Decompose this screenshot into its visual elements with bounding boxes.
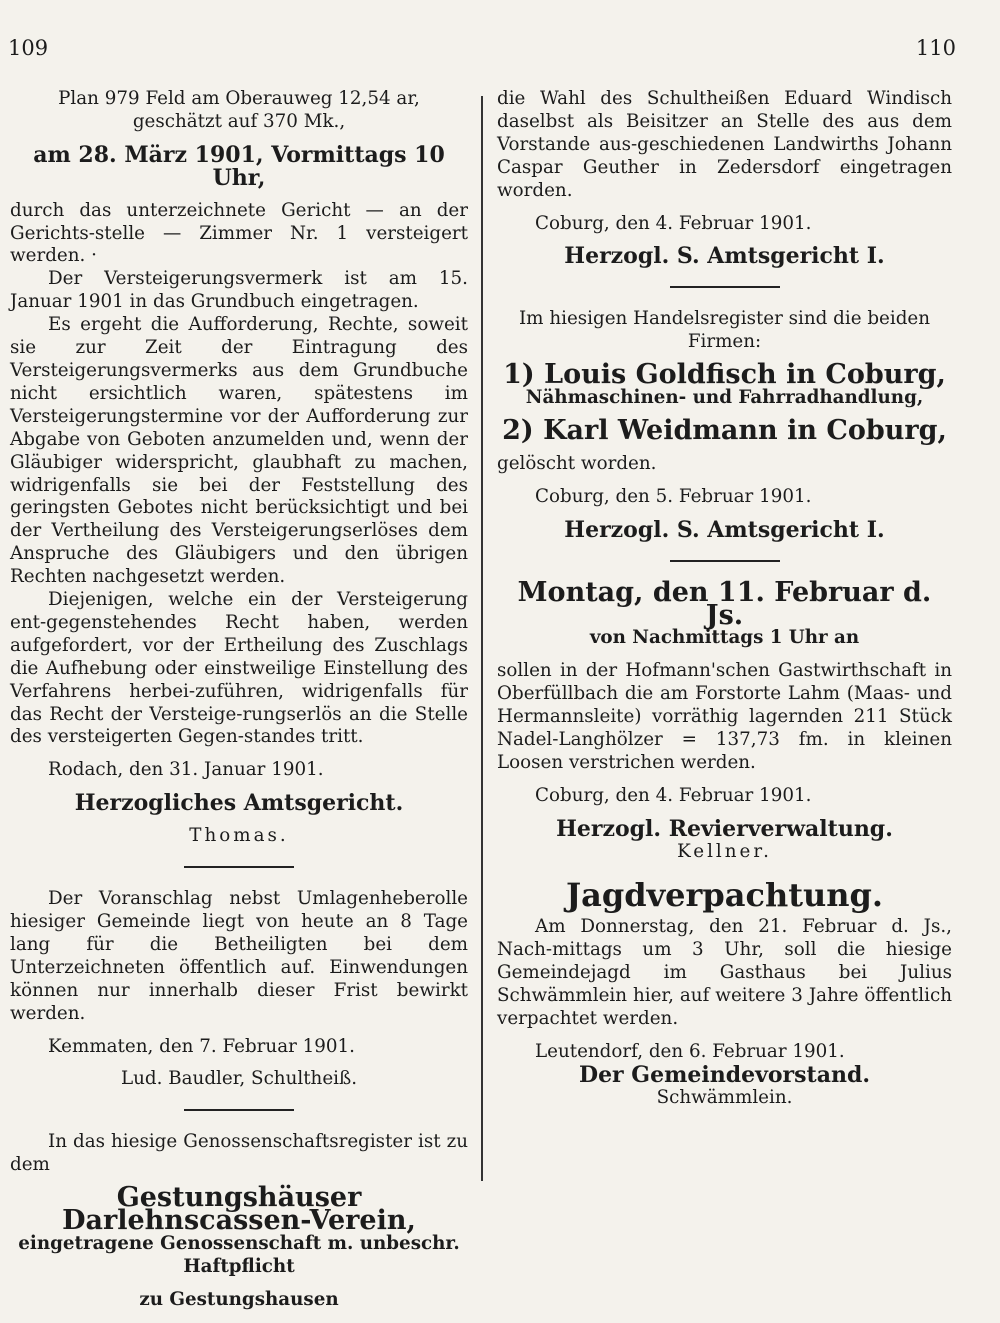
objection-paragraph: Diejenigen, welche ein der Versteigerung ent-gegenstehendes Recht haben, werden aufgefordert, vor der Ertheilung des Zuschlags die Aufhebung oder einstweilige Einstellung des Verfahrens herbei-zuführen, widrigenfalls für das Recht der Versteige-rungserlös an die Stelle des versteigerten Gegen-standes tritt. [10,589,468,748]
place-date: Coburg, den 5. Februar 1901. [535,485,812,507]
firm-two: 2) Karl Weidmann in Coburg, [502,414,947,446]
page-number-right: 110 [915,36,956,60]
auction-text: durch das unterzeichnete Gericht — an der Gerichts-stelle — Zimmer Nr. 1 versteigert werden. · [10,199,468,267]
place-date: Kemmaten, den 7. Februar 1901. [48,1035,355,1057]
budget-notice: Der Voranschlag nebst Umlagenheberolle hiesiger Gemeinde liegt von heute an 8 Tage lang für die Betheiligten bei dem Unterzeichneten öffentlich auf. Einwendungen können nur innerhalb dieser Frist bewirkt werden. [10,888,468,1024]
parcel-line: Plan 979 Feld am Oberauweg 12,54 ar, [58,88,420,109]
hunting-lease-heading: Jagdverpachtung. [565,875,884,914]
election-text: die Wahl des Schultheißen Eduard Windisch daselbst als Beisitzer an Stelle des aus dem Vorstande aus-geschiedenen Landwirths Johann Caspar Geuther in Zedersdorf eingetragen worden. [497,88,952,201]
place-date: Coburg, den 4. Februar 1901. [535,784,812,806]
request-paragraph: Es ergeht die Aufforderung, Rechte, soweit sie zur Zeit der Eintragung des Versteigerungsvermerks aus dem Grundbuche nicht ersichtlich waren, spätestens im Versteigerungstermine vor der Aufforderung zur Abgabe von Geboten anzumelden und, wenn der Gläubiger widerspricht, glaubhaft zu machen, widrigenfalls sie bei der Feststellung des geringsten Gebotes nicht berücksichtigt und bei der Vertheilung des Versteigerungserlöses dem Anspruche des Gläubigers und den übrigen Rechten nachgesetzt werden. [10,314,468,588]
signature: Lud. Baudler, Schultheiß. [120,1068,358,1090]
separator-rule [184,866,294,868]
register-intro: In das hiesige Genossenschaftsregister ist zu dem [10,1131,468,1176]
page-number-left: 109 [8,36,49,60]
separator-rule [184,1109,294,1111]
official-name: Schwämmlein. [656,1086,793,1108]
register-intro: Im hiesigen Handelsregister sind die beiden Firmen: [518,308,931,353]
place-date: Leutendorf, den 6. Februar 1901. [535,1041,845,1062]
hunting-lease-text: Am Donnerstag, den 21. Februar d. Js., Nach-mittags um 3 Uhr, soll die hiesige Gemeindejagd im Gasthaus bei Julius Schwämmlein hier, auf weitere 3 Jahre öffentlich verpachtet werden. [497,916,952,1030]
association-place: zu Gestungshausen [139,1288,339,1310]
sale-date: Montag, den 11. Februar d. Js. [517,576,932,631]
official-name: Thomas. [189,825,289,847]
separator-rule [670,286,780,288]
right-column [497,88,952,1110]
association-name: Gestungshäuser Darlehnscassen-Verein, [62,1182,416,1237]
official-name: Kellner. [677,840,772,862]
place-date: Rodach, den 31. Januar 1901. [48,759,324,781]
place-date: Coburg, den 4. Februar 1901. [535,212,812,234]
deleted-note: gelöscht worden. [497,452,657,474]
timber-sale-text: sollen in der Hofmann'schen Gastwirthschaft in Oberfüllbach die am Forstorte Lahm (Maas- und Hermannsleite) vorräthig lagernden 211 Stück Nadel-Langhölzer = 137,73 fm. in kleinen Loosen verstrichen werden. [497,660,952,773]
registry-note: Der Versteigerungsvermerk ist am 15. Januar 1901 in das Grundbuch eingetragen. [10,268,468,313]
auction-date: am 28. März 1901, Vormittags 10 Uhr, [33,141,445,191]
firm-one: 1) Louis Goldfisch in Coburg, [503,359,946,391]
council-signature: Der Gemeindevorstand. [578,1061,870,1088]
court-signature: Herzogl. S. Amtsgericht I. [564,243,885,270]
firm-one-trade: Nähmaschinen- und Fahrradhandlung, [525,387,924,409]
valuation-line: geschätzt auf 370 Mk., [132,110,346,132]
separator-rule [670,560,780,562]
court-signature: Herzogl. S. Amtsgericht I. [564,516,885,543]
sale-time: von Nachmittags 1 Uhr an [589,627,860,649]
court-signature: Herzogliches Amtsgericht. [74,790,404,817]
left-column [10,88,468,1312]
forestry-signature: Herzogl. Revierverwaltung. [556,815,893,842]
association-type: eingetragene Genossenschaft m. unbeschr. Haftpflicht [18,1232,460,1277]
column-divider [481,96,483,1181]
